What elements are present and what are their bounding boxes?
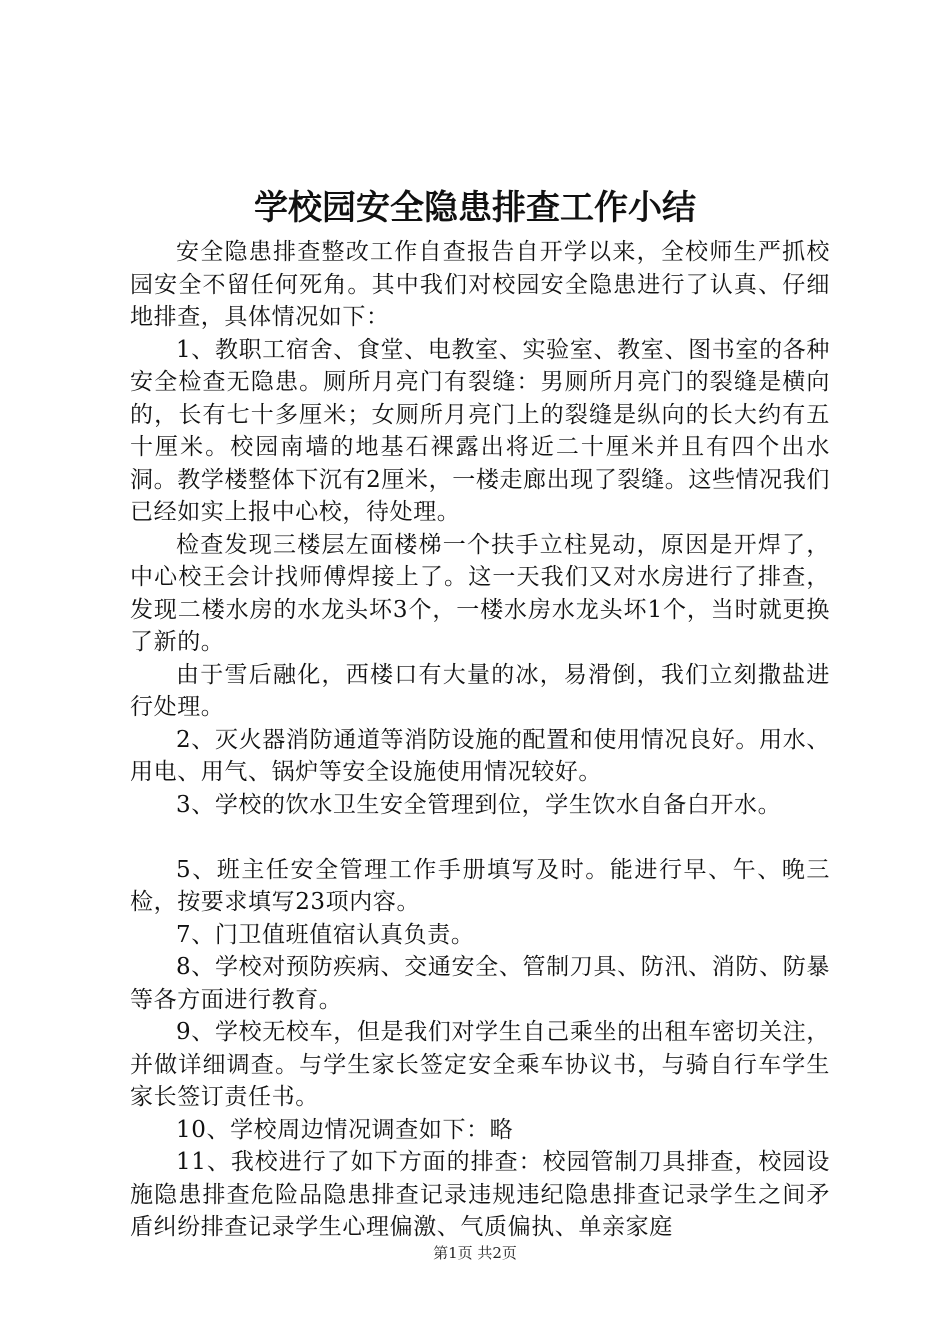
document-body [130,236,830,1244]
paragraph-item-1: 1、教职工宿舍、食堂、电教室、实验室、教室、图书室的各种安全检查无隐患。厕所月亮门有裂缝：男厕所月亮门的裂缝是横向的，长有七十多厘米；女厕所月亮门上的裂缝是纵向的长大约有五十厘米。校园南墙的地基石裸露出将近二十厘米并且有四个出水洞。教学楼整体下沉有2厘米，一楼走廊出现了裂缝。这些情况我们已经如实上报中心校，待处理。 [130,336,830,525]
page-footer: 第1页 共2页 [433,1244,517,1262]
paragraph-intro: 安全隐患排查整改工作自查报告自开学以来，全校师生严抓校园安全不留任何死角。其中我们对校园安全隐患进行了认真、仔细地排查，具体情况如下： [130,239,830,330]
paragraph-item-8: 8、学校对预防疾病、交通安全、管制刀具、防汛、消防、防暴等各方面进行教育。 [130,954,830,1013]
paragraph-item-10: 10、学校周边情况调查如下：略 [176,1116,514,1143]
paragraph-item-2: 2、灭火器消防通道等消防设施的配置和使用情况良好。用水、用电、用气、锅炉等安全设施使用情况较好。 [130,726,830,785]
paragraph-item-9: 9、学校无校车，但是我们对学生自己乘坐的出租车密切关注，并做详细调查。与学生家长签定安全乘车协议书，与骑自行车学生家长签订责任书。 [130,1019,830,1110]
blank-line [130,821,830,854]
document-title: 学校园安全隐患排查工作小结 [254,188,696,228]
paragraph-snow-ice: 由于雪后融化，西楼口有大量的冰，易滑倒，我们立刻撒盐进行处理。 [130,661,830,720]
paragraph-item-11: 11、我校进行了如下方面的排查：校园管制刀具排查，校园设施隐患排查危险品隐患排查记录违规违纪隐患排查记录学生之间矛盾纠纷排查记录学生心理偏激、气质偏执、单亲家庭 [130,1149,830,1240]
paragraph-item-3: 3、学校的饮水卫生安全管理到位，学生饮水自备白开水。 [176,791,782,818]
paragraph-item-5: 5、班主任安全管理工作手册填写及时。能进行早、午、晚三检，按要求填写23项内容。 [130,856,830,915]
paragraph-stair-inspection: 检查发现三楼层左面楼梯一个扶手立柱晃动，原因是开焊了，中心校王会计找师傅焊接上了。这一天我们又对水房进行了排查，发现二楼水房的水龙头坏3个，一楼水房水龙头坏1个，当时就更换了新的。 [130,531,830,655]
paragraph-item-7: 7、门卫值班值宿认真负责。 [176,921,475,948]
